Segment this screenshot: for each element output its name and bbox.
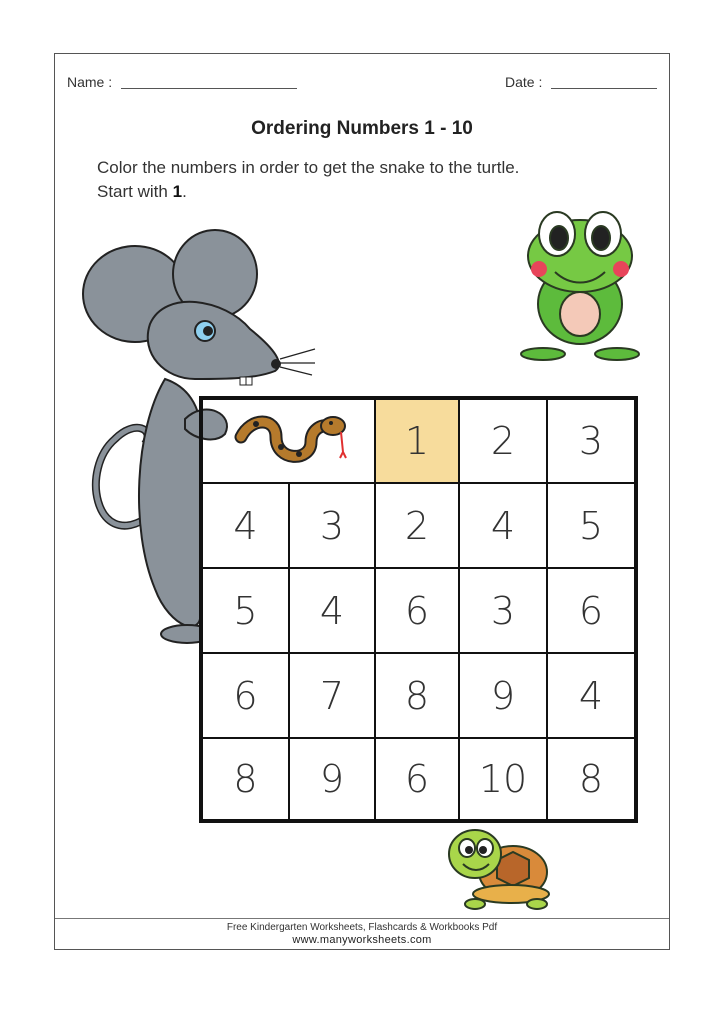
grid-cell[interactable]: 8: [547, 738, 635, 820]
footer-divider: [55, 918, 669, 919]
grid-cell[interactable]: 3: [459, 568, 547, 653]
grid-cell[interactable]: 6: [202, 653, 289, 738]
number-grid: [199, 396, 638, 823]
grid-cell[interactable]: 9: [459, 653, 547, 738]
grid-cell[interactable]: 3: [289, 483, 375, 568]
footer-tagline: Free Kindergarten Worksheets, Flashcards & Workbooks Pdf: [226, 922, 498, 933]
grid-cell[interactable]: 6: [547, 568, 635, 653]
turtle-icon: [445, 824, 555, 909]
date-label: Date :: [505, 74, 543, 90]
grid-cell[interactable]: 5: [547, 483, 635, 568]
date-field[interactable]: [551, 88, 657, 89]
snake-start-cell: [202, 399, 375, 483]
instruction-start-number: 1: [172, 182, 183, 201]
instruction-line-2: [97, 182, 187, 202]
instruction-prefix: Start with: [97, 182, 173, 201]
grid-cell[interactable]: 2: [459, 399, 547, 483]
grid-cell[interactable]: 2: [375, 483, 459, 568]
grid-cell[interactable]: 4: [289, 568, 375, 653]
grid-cell[interactable]: 4: [459, 483, 547, 568]
grid-cell[interactable]: 6: [375, 738, 459, 820]
grid-cell[interactable]: 4: [547, 653, 635, 738]
name-field[interactable]: [121, 88, 297, 89]
instruction-line-1: Color the numbers in order to get the snake to the turtle.: [97, 158, 520, 177]
name-label: Name :: [67, 74, 113, 90]
grid-cell[interactable]: 4: [202, 483, 289, 568]
frog-icon: [515, 194, 645, 359]
grid-cell[interactable]: 9: [289, 738, 375, 820]
grid-cell[interactable]: 5: [202, 568, 289, 653]
grid-cell-start[interactable]: 1: [375, 399, 459, 483]
grid-cell[interactable]: 7: [289, 653, 375, 738]
grid-cell[interactable]: 6: [375, 568, 459, 653]
grid-cell[interactable]: 8: [202, 738, 289, 820]
page-title: Ordering Numbers 1 - 10: [251, 118, 473, 139]
snake-icon: [231, 412, 351, 472]
footer-website-link[interactable]: www.manyworksheets.com: [292, 934, 432, 946]
instruction-suffix: .: [182, 182, 187, 201]
grid-cell[interactable]: 3: [547, 399, 635, 483]
worksheet-page: [54, 53, 670, 950]
grid-cell[interactable]: 8: [375, 653, 459, 738]
grid-cell-finish[interactable]: 10: [459, 738, 547, 820]
